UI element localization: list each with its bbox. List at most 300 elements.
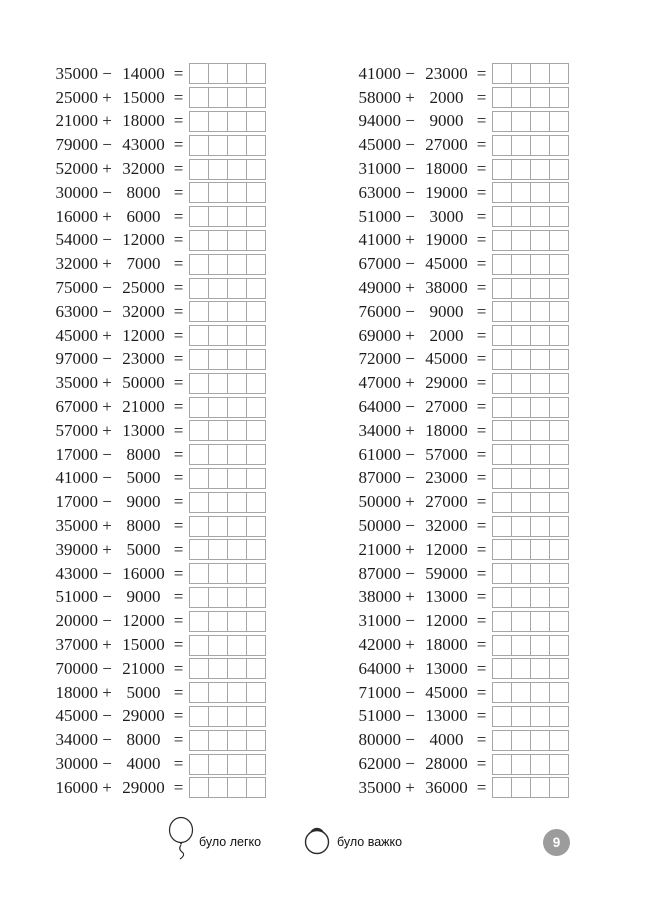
answer-cell[interactable]	[511, 563, 531, 584]
answer-cell[interactable]	[549, 539, 569, 560]
answer-cell[interactable]	[511, 730, 531, 751]
operand-1: 67000	[358, 254, 401, 274]
operand-1: 62000	[358, 754, 401, 773]
answer-cell[interactable]	[246, 135, 266, 156]
answer-cell[interactable]	[189, 563, 209, 584]
answer-cell[interactable]	[492, 563, 512, 584]
answer-cell[interactable]	[189, 587, 209, 608]
hard-label: було важко	[337, 835, 403, 849]
operand-1: 41000	[55, 468, 98, 488]
answer-cell[interactable]	[189, 682, 209, 703]
answer-cell[interactable]	[492, 325, 512, 346]
answer-cell[interactable]	[246, 301, 266, 322]
answer-cell[interactable]	[492, 135, 512, 156]
answer-cell[interactable]	[189, 278, 209, 299]
answer-cell[interactable]	[511, 230, 531, 251]
answer-cell[interactable]	[530, 468, 550, 489]
answer-cell[interactable]	[227, 682, 247, 703]
answer-cell[interactable]	[246, 706, 266, 727]
answer-cell[interactable]	[549, 349, 569, 370]
problem-row	[347, 514, 569, 538]
hard-mark[interactable]	[300, 816, 402, 858]
answer-cell[interactable]	[189, 635, 209, 656]
answer-cell[interactable]	[208, 706, 228, 727]
answer-cell[interactable]	[189, 420, 209, 441]
answer-cell[interactable]	[246, 539, 266, 560]
answer-cell[interactable]	[208, 754, 228, 775]
answer-cell[interactable]	[549, 492, 569, 513]
operator: −	[102, 587, 112, 607]
answer-cell[interactable]	[492, 420, 512, 441]
answer-cell[interactable]	[189, 397, 209, 418]
answer-cell[interactable]	[492, 492, 512, 513]
answer-cell[interactable]	[530, 444, 550, 465]
answer-cell[interactable]	[208, 373, 228, 394]
answer-cell[interactable]	[246, 611, 266, 632]
equals-sign: =	[173, 611, 184, 631]
answer-cell[interactable]	[208, 159, 228, 180]
answer-cell[interactable]	[227, 63, 247, 84]
answer-cell[interactable]	[492, 230, 512, 251]
answer-cell[interactable]	[208, 444, 228, 465]
equals-sign: =	[173, 658, 184, 678]
answer-cell[interactable]	[530, 420, 550, 441]
answer-cell[interactable]	[549, 635, 569, 656]
answer-cell[interactable]	[549, 730, 569, 751]
answer-cell[interactable]	[189, 254, 209, 275]
answer-cell[interactable]	[549, 397, 569, 418]
answer-cell[interactable]	[530, 492, 550, 513]
answer-cell[interactable]	[189, 373, 209, 394]
answer-cell[interactable]	[246, 206, 266, 227]
answer-cell[interactable]	[549, 325, 569, 346]
answer-cell[interactable]	[511, 206, 531, 227]
answer-cell[interactable]	[511, 159, 531, 180]
answer-cell[interactable]	[208, 230, 228, 251]
answer-cell[interactable]	[492, 278, 512, 299]
operator: +	[102, 516, 112, 536]
answer-cell[interactable]	[246, 63, 266, 84]
operator: −	[405, 730, 415, 750]
answer-cell[interactable]	[492, 730, 512, 751]
answer-cell[interactable]	[227, 254, 247, 275]
answer-cell[interactable]	[511, 135, 531, 156]
answer-cell[interactable]	[227, 111, 247, 132]
answer-cell[interactable]	[549, 658, 569, 679]
answer-cell[interactable]	[227, 587, 247, 608]
answer-cell[interactable]	[511, 492, 531, 513]
answer-cell[interactable]	[530, 587, 550, 608]
answer-cell[interactable]	[227, 468, 247, 489]
answer-cell[interactable]	[246, 325, 266, 346]
answer-cell[interactable]	[246, 777, 266, 798]
operator: −	[405, 468, 415, 488]
answer-cell[interactable]	[246, 492, 266, 513]
answer-cell[interactable]	[511, 444, 531, 465]
answer-cell[interactable]	[549, 206, 569, 227]
answer-cell[interactable]	[511, 111, 531, 132]
answer-cell[interactable]	[227, 301, 247, 322]
answer-cell[interactable]	[511, 682, 531, 703]
answer-cell[interactable]	[530, 63, 550, 84]
answer-cell[interactable]	[549, 87, 569, 108]
answer-cell[interactable]	[492, 159, 512, 180]
answer-cell[interactable]	[511, 516, 531, 537]
answer-cell[interactable]	[492, 706, 512, 727]
answer-cell[interactable]	[208, 397, 228, 418]
answer-cell[interactable]	[208, 563, 228, 584]
answer-cell[interactable]	[530, 516, 550, 537]
answer-cell[interactable]	[208, 254, 228, 275]
answer-cell[interactable]	[511, 754, 531, 775]
answer-cell[interactable]	[227, 754, 247, 775]
answer-cell[interactable]	[549, 230, 569, 251]
answer-cell[interactable]	[189, 754, 209, 775]
operand-1: 34000	[358, 420, 401, 440]
operator: −	[405, 111, 415, 131]
answer-cell[interactable]	[492, 206, 512, 227]
answer-cell[interactable]	[511, 87, 531, 108]
operand-2: 45000	[425, 254, 468, 274]
answer-cell[interactable]	[189, 730, 209, 751]
operand-2: 29000	[425, 373, 468, 393]
answer-cell[interactable]	[511, 301, 531, 322]
answer-cell[interactable]	[492, 682, 512, 703]
answer-cell[interactable]	[246, 635, 266, 656]
answer-cell[interactable]	[492, 182, 512, 203]
answer-cell[interactable]	[511, 777, 531, 798]
answer-cell[interactable]	[189, 135, 209, 156]
answer-cell[interactable]	[189, 777, 209, 798]
operator: +	[102, 206, 112, 226]
answer-cell[interactable]	[189, 159, 209, 180]
answer-cell[interactable]	[530, 682, 550, 703]
answer-cell[interactable]	[189, 706, 209, 727]
answer-cell[interactable]	[511, 468, 531, 489]
answer-cell[interactable]	[227, 206, 247, 227]
answer-cell[interactable]	[246, 682, 266, 703]
equals-sign: =	[173, 135, 184, 155]
answer-boxes	[189, 444, 266, 465]
answer-cell[interactable]	[227, 444, 247, 465]
answer-cell[interactable]	[246, 658, 266, 679]
answer-cell[interactable]	[208, 111, 228, 132]
answer-cell[interactable]	[549, 278, 569, 299]
answer-cell[interactable]	[549, 563, 569, 584]
answer-cell[interactable]	[530, 777, 550, 798]
answer-cell[interactable]	[492, 754, 512, 775]
answer-cell[interactable]	[492, 444, 512, 465]
answer-cell[interactable]	[208, 587, 228, 608]
answer-cell[interactable]	[511, 63, 531, 84]
answer-cell[interactable]	[208, 611, 228, 632]
answer-cell[interactable]	[511, 373, 531, 394]
operand-2: 18000	[425, 159, 468, 179]
answer-cell[interactable]	[246, 563, 266, 584]
problem-row	[347, 371, 569, 395]
answer-cell[interactable]	[530, 706, 550, 727]
answer-cell[interactable]	[227, 278, 247, 299]
equals-sign: =	[476, 777, 487, 797]
answer-cell[interactable]	[492, 539, 512, 560]
answer-cell[interactable]	[511, 325, 531, 346]
answer-cell[interactable]	[208, 682, 228, 703]
answer-cell[interactable]	[492, 777, 512, 798]
answer-cell[interactable]	[549, 159, 569, 180]
answer-cell[interactable]	[227, 730, 247, 751]
answer-cell[interactable]	[492, 111, 512, 132]
answer-cell[interactable]	[492, 301, 512, 322]
answer-cell[interactable]	[246, 87, 266, 108]
answer-cell[interactable]	[227, 611, 247, 632]
problem-row	[347, 133, 569, 157]
operator: −	[102, 492, 112, 512]
answer-boxes	[492, 325, 569, 346]
answer-cell[interactable]	[530, 325, 550, 346]
answer-boxes	[492, 349, 569, 370]
answer-cell[interactable]	[227, 539, 247, 560]
answer-cell[interactable]	[227, 325, 247, 346]
answer-cell[interactable]	[530, 301, 550, 322]
answer-cell[interactable]	[208, 135, 228, 156]
answer-cell[interactable]	[549, 444, 569, 465]
answer-cell[interactable]	[530, 87, 550, 108]
answer-cell[interactable]	[530, 539, 550, 560]
answer-cell[interactable]	[227, 230, 247, 251]
answer-cell[interactable]	[208, 278, 228, 299]
operand-1: 51000	[358, 706, 401, 726]
operator: −	[405, 516, 415, 536]
operand-2: 13000	[425, 587, 468, 607]
answer-cell[interactable]	[189, 539, 209, 560]
answer-cell[interactable]	[492, 397, 512, 418]
answer-cell[interactable]	[246, 516, 266, 537]
answer-cell[interactable]	[246, 111, 266, 132]
answer-cell[interactable]	[246, 444, 266, 465]
answer-cell[interactable]	[549, 420, 569, 441]
answer-boxes	[189, 777, 266, 798]
answer-cell[interactable]	[549, 135, 569, 156]
answer-cell[interactable]	[530, 563, 550, 584]
answer-cell[interactable]	[549, 111, 569, 132]
answer-cell[interactable]	[189, 182, 209, 203]
answer-boxes	[189, 373, 266, 394]
answer-cell[interactable]	[227, 635, 247, 656]
answer-cell[interactable]	[189, 63, 209, 84]
answer-cell[interactable]	[189, 349, 209, 370]
answer-cell[interactable]	[511, 635, 531, 656]
answer-cell[interactable]	[492, 587, 512, 608]
answer-cell[interactable]	[530, 658, 550, 679]
answer-cell[interactable]	[246, 230, 266, 251]
answer-cell[interactable]	[549, 254, 569, 275]
answer-cell[interactable]	[227, 373, 247, 394]
answer-cell[interactable]	[208, 87, 228, 108]
answer-cell[interactable]	[492, 349, 512, 370]
answer-cell[interactable]	[208, 301, 228, 322]
answer-cell[interactable]	[227, 349, 247, 370]
answer-cell[interactable]	[511, 587, 531, 608]
answer-cell[interactable]	[246, 730, 266, 751]
answer-cell[interactable]	[511, 539, 531, 560]
answer-cell[interactable]	[549, 63, 569, 84]
answer-cell[interactable]	[189, 206, 209, 227]
answer-cell[interactable]	[530, 111, 550, 132]
answer-cell[interactable]	[530, 635, 550, 656]
answer-cell[interactable]	[227, 182, 247, 203]
answer-cell[interactable]	[549, 754, 569, 775]
answer-cell[interactable]	[208, 539, 228, 560]
answer-cell[interactable]	[208, 325, 228, 346]
answer-cell[interactable]	[246, 468, 266, 489]
answer-cell[interactable]	[530, 278, 550, 299]
operand-1: 64000	[358, 397, 401, 417]
answer-cell[interactable]	[511, 611, 531, 632]
answer-cell[interactable]	[492, 254, 512, 275]
answer-cell[interactable]	[549, 516, 569, 537]
answer-cell[interactable]	[549, 301, 569, 322]
answer-cell[interactable]	[227, 706, 247, 727]
answer-cell[interactable]	[227, 420, 247, 441]
answer-cell[interactable]	[227, 516, 247, 537]
answer-cell[interactable]	[189, 468, 209, 489]
answer-cell[interactable]	[227, 159, 247, 180]
operator: −	[102, 182, 112, 202]
answer-cell[interactable]	[208, 182, 228, 203]
answer-cell[interactable]	[511, 706, 531, 727]
answer-cell[interactable]	[492, 658, 512, 679]
answer-cell[interactable]	[227, 563, 247, 584]
answer-cell[interactable]	[549, 777, 569, 798]
answer-boxes	[492, 611, 569, 632]
problem-row	[44, 348, 266, 372]
answer-cell[interactable]	[511, 349, 531, 370]
operand-1: 63000	[358, 182, 401, 202]
answer-cell[interactable]	[511, 278, 531, 299]
operand-1: 38000	[358, 587, 401, 607]
answer-cell[interactable]	[511, 254, 531, 275]
answer-boxes	[492, 777, 569, 798]
answer-cell[interactable]	[227, 135, 247, 156]
answer-cell[interactable]	[189, 516, 209, 537]
equals-sign: =	[173, 492, 184, 512]
answer-cell[interactable]	[189, 492, 209, 513]
answer-cell[interactable]	[208, 635, 228, 656]
answer-cell[interactable]	[189, 87, 209, 108]
answer-cell[interactable]	[208, 63, 228, 84]
answer-cell[interactable]	[189, 611, 209, 632]
equals-sign: =	[476, 420, 487, 440]
answer-cell[interactable]	[246, 159, 266, 180]
answer-cell[interactable]	[530, 230, 550, 251]
answer-cell[interactable]	[246, 373, 266, 394]
answer-cell[interactable]	[227, 658, 247, 679]
easy-mark[interactable]	[168, 816, 261, 862]
answer-cell[interactable]	[189, 444, 209, 465]
answer-cell[interactable]	[549, 182, 569, 203]
answer-boxes	[492, 135, 569, 156]
answer-cell[interactable]	[492, 635, 512, 656]
answer-cell[interactable]	[511, 397, 531, 418]
answer-cell[interactable]	[530, 182, 550, 203]
answer-cell[interactable]	[549, 706, 569, 727]
answer-cell[interactable]	[208, 349, 228, 370]
answer-cell[interactable]	[549, 587, 569, 608]
problem-row	[44, 776, 266, 800]
answer-cell[interactable]	[530, 397, 550, 418]
answer-cell[interactable]	[530, 754, 550, 775]
answer-cell[interactable]	[208, 658, 228, 679]
equals-sign: =	[173, 182, 184, 202]
answer-cell[interactable]	[227, 492, 247, 513]
answer-cell[interactable]	[530, 373, 550, 394]
answer-cell[interactable]	[549, 373, 569, 394]
answer-cell[interactable]	[511, 182, 531, 203]
operand-2: 13000	[425, 706, 468, 726]
answer-cell[interactable]	[530, 611, 550, 632]
answer-cell[interactable]	[530, 159, 550, 180]
answer-boxes	[189, 492, 266, 513]
answer-cell[interactable]	[208, 777, 228, 798]
answer-cell[interactable]	[530, 349, 550, 370]
answer-cell[interactable]	[530, 206, 550, 227]
answer-cell[interactable]	[208, 730, 228, 751]
answer-cell[interactable]	[492, 468, 512, 489]
answer-cell[interactable]	[189, 230, 209, 251]
answer-cell[interactable]	[208, 516, 228, 537]
answer-cell[interactable]	[530, 135, 550, 156]
answer-cell[interactable]	[492, 63, 512, 84]
answer-cell[interactable]	[246, 587, 266, 608]
answer-cell[interactable]	[549, 611, 569, 632]
operand-1: 69000	[358, 325, 401, 345]
problem-row	[44, 681, 266, 705]
answer-cell[interactable]	[246, 254, 266, 275]
answer-cell[interactable]	[189, 111, 209, 132]
answer-cell[interactable]	[246, 420, 266, 441]
answer-cell[interactable]	[227, 397, 247, 418]
answer-cell[interactable]	[246, 182, 266, 203]
answer-cell[interactable]	[549, 682, 569, 703]
answer-cell[interactable]	[246, 397, 266, 418]
answer-boxes	[189, 730, 266, 751]
answer-cell[interactable]	[246, 349, 266, 370]
answer-cell[interactable]	[246, 754, 266, 775]
answer-cell[interactable]	[246, 278, 266, 299]
answer-cell[interactable]	[511, 420, 531, 441]
answer-cell[interactable]	[208, 492, 228, 513]
answer-cell[interactable]	[549, 468, 569, 489]
answer-cell[interactable]	[227, 777, 247, 798]
answer-cell[interactable]	[530, 254, 550, 275]
answer-cell[interactable]	[492, 611, 512, 632]
answer-cell[interactable]	[189, 658, 209, 679]
answer-cell[interactable]	[511, 658, 531, 679]
answer-cell[interactable]	[530, 730, 550, 751]
answer-cell[interactable]	[208, 206, 228, 227]
answer-cell[interactable]	[492, 373, 512, 394]
answer-cell[interactable]	[492, 87, 512, 108]
kettlebell-icon	[300, 816, 334, 858]
answer-cell[interactable]	[208, 420, 228, 441]
problem-row	[44, 133, 266, 157]
answer-cell[interactable]	[208, 468, 228, 489]
answer-cell[interactable]	[492, 516, 512, 537]
answer-cell[interactable]	[189, 325, 209, 346]
answer-cell[interactable]	[227, 87, 247, 108]
answer-cell[interactable]	[189, 301, 209, 322]
operand-2: 18000	[425, 420, 468, 440]
